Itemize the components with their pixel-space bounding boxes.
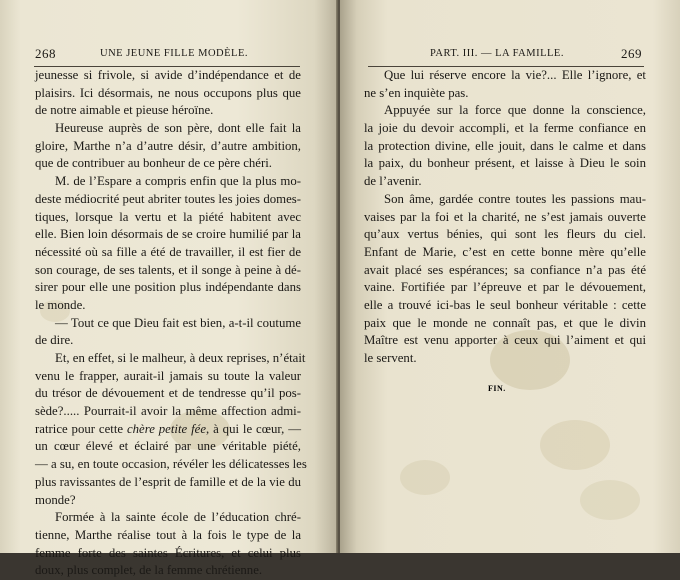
text-line: Appuyée sur la force que donne la conscience, xyxy=(384,103,646,118)
page-number: 269 xyxy=(621,46,642,61)
text-line: plus ravissantes de l’esprit de famille et de la vie du xyxy=(35,474,301,489)
text-line: la joie du devoir accompli, et la ferme confiance en xyxy=(364,121,646,136)
text-line: Heureuse auprès de son père, dont elle fait la xyxy=(55,121,301,136)
text-line: vaine. Fortifiée par l’épreuve et par le dévouement, xyxy=(364,280,646,295)
text-line: tiques, lorsque la vertu et la piété habitent avec xyxy=(35,209,301,224)
text-line: venu le frapper, aurait-il jamais su toute la valeur xyxy=(35,368,301,383)
text-line: sède?..... Pourrait-il avoir la même affection admi- xyxy=(35,404,301,419)
text-line: sirer pour elle une position plus indépendante dans xyxy=(35,280,301,295)
italic-phrase: chère petite fée xyxy=(126,421,207,436)
text-line: son courage, de ses talents, et il songe à peine à dé- xyxy=(35,262,301,277)
running-title: UNE JEUNE FILLE MODÈLE. xyxy=(100,48,248,59)
text-line: jeunesse si frivole, si avide d’indépendance et de xyxy=(35,68,301,82)
text-line: Son âme, gardée contre toutes les passions mau- xyxy=(384,191,646,206)
text-line: ne s’en inquiète pas. xyxy=(364,85,469,100)
text-line: doux, plus complet, de la femme chrétienne. xyxy=(35,563,263,578)
text-line: Enfant de Marie, c’est en cette bonne mère qu’elle xyxy=(364,244,646,259)
text-line: de notre aimable et pieuse héroïne. xyxy=(35,103,214,118)
text-line: elle. Bien loin désormais de se croire humilié par la xyxy=(35,227,301,242)
text-line: ratrice pour cette chère petite fée, à qui le cœur, — xyxy=(35,421,301,436)
paper-stain xyxy=(400,460,450,495)
text-line: M. de l’Espare a compris enfin que la plus mo- xyxy=(55,174,301,189)
right-page-text xyxy=(364,67,646,368)
text-line: de l’avenir. xyxy=(364,174,422,189)
end-mark: FIN. xyxy=(488,384,506,393)
text-line: — a su, en toute occasion, révéler les délicatesses les xyxy=(35,457,307,472)
paper-stain xyxy=(580,480,640,520)
text-line: qu’aux vertus bénies, qui sont les fleurs du ciel. xyxy=(364,227,646,242)
paper-stain xyxy=(540,420,610,470)
text-line: que de contribuer au bonheur de ce père chéri. xyxy=(35,156,272,171)
text-line: deste médiocrité peut abriter toutes les joies domes- xyxy=(35,191,301,206)
text-line: — Tout ce que Dieu fait est bien, a-t-il coutume xyxy=(55,315,301,330)
text-line: la paix, du bonheur présent, et laisse à Dieu le soin xyxy=(364,156,646,171)
text-line: tienne, Marthe réalise tout à la fois le type de la xyxy=(35,527,301,542)
text-line: plaisirs. Ici désormais, ne nous occupons plus que xyxy=(35,85,301,100)
right-page xyxy=(340,0,680,553)
text-line: le servent. xyxy=(364,351,417,365)
text-line: femme forte des saintes Écritures, et celui plus xyxy=(35,545,301,560)
text-line: de dire. xyxy=(35,333,74,348)
text-line: du trésor de dévouement et de tendresse qu’il pos- xyxy=(35,386,301,401)
text-line: la protection divine, elle jouit, dans le calme et dans xyxy=(364,138,646,153)
text-line: paix que le monde ne connaît pas, et que le divin xyxy=(364,315,646,330)
left-page-text xyxy=(35,67,307,580)
text-line: Formée à la sainte école de l’éducation chré- xyxy=(55,510,301,525)
left-page-header xyxy=(0,48,338,64)
text-line: avait placé ses espérances; sa confiance n’a pas été xyxy=(364,262,646,277)
left-page xyxy=(0,0,338,578)
text-line: monde? xyxy=(35,492,76,507)
text-line: le monde. xyxy=(35,297,86,312)
text-line: nécessité où sa fille a été de travailler, il est fier de xyxy=(35,244,301,259)
page-number: 268 xyxy=(35,46,56,61)
text-line: elle a trouvé ici-bas le seul bonheur véritable : cette xyxy=(364,297,646,312)
text-line: Et, en effet, si le malheur, à deux reprises, n’était xyxy=(55,351,306,365)
text-line: un cœur élevé et éclairé par une véritable piété, xyxy=(35,439,301,454)
text-line: Que lui réserve encore la vie?... Elle l’ignore, et xyxy=(384,68,646,82)
text-line: gloire, Marthe n’a d’autre désir, d’autre ambition, xyxy=(35,138,301,153)
right-page-header xyxy=(340,48,680,64)
running-title: PART. III. — LA FAMILLE. xyxy=(430,48,564,59)
text-line: Maître est venu apporter à ceux qui l’aiment et qui xyxy=(364,333,646,348)
text-line: vaises par la foi et la charité, ne s’est jamais ouverte xyxy=(364,209,646,224)
